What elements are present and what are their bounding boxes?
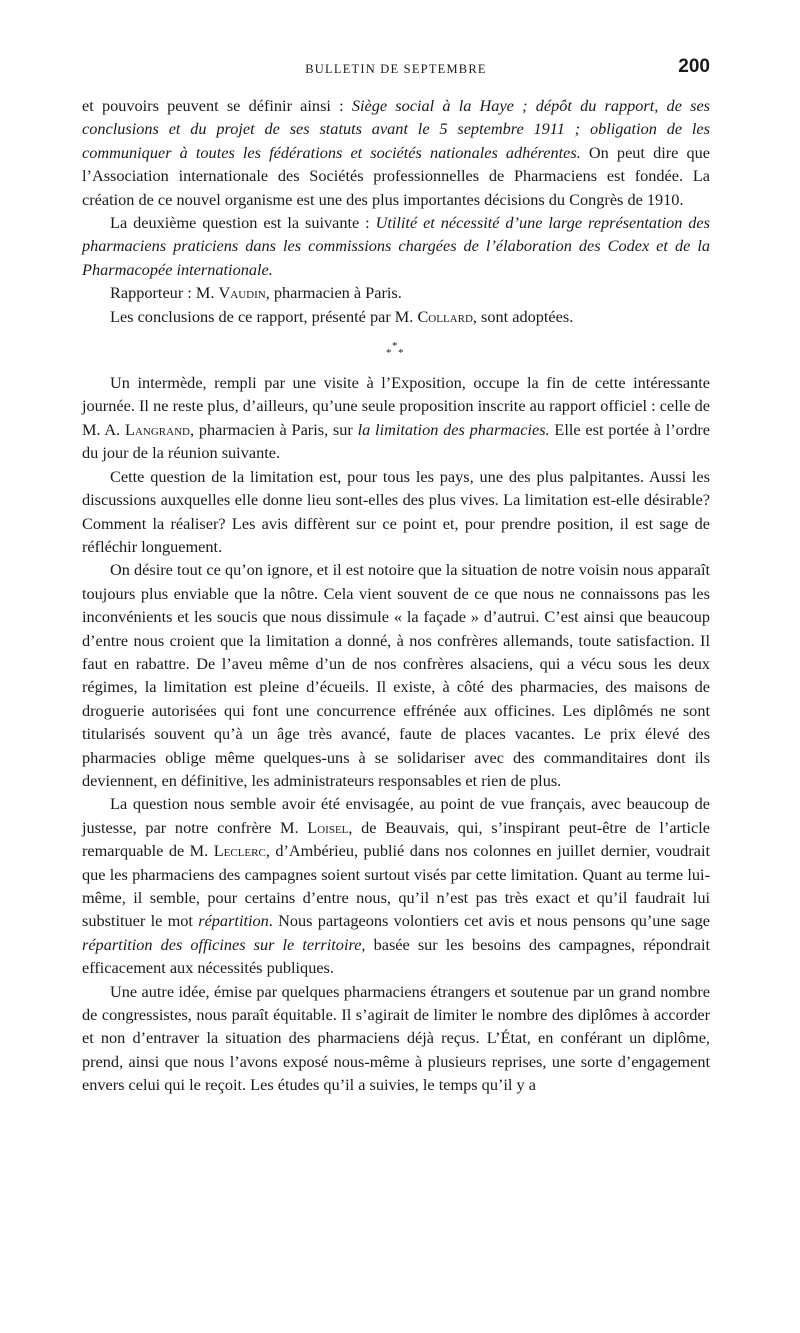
paragraph-2 — [82, 211, 710, 281]
paragraph-1-italic: Siège social à la Haye ; dépôt du rapport, de ses conclusions et du projet de ses statuts avant le 5 septembre 1911 ; obligation de les communiquer à toutes les fédérations et sociétés nationales adhérentes. — [82, 96, 711, 162]
paragraph-8-text-d: . Nous partageons volontiers cet avis et nous pensons qu’une sage — [268, 911, 710, 931]
paragraph-7: On désire tout ce qu’on ignore, et il est notoire que la situation de notre voisin nous apparaît toujours plus enviable que la nôtre. Cela vient souvent de ce que nous ne connaissons pas les inconvénients et les soucis que nous dissimule « la façade » d’autrui. C’est ainsi que beaucoup d’entre nous croient que la limitation a donné, à nos confrères allemands, toute satisfaction. Il faut en rabattre. De l’aveu même d’un de nos confrères alsaciens, qui a vécu sous les deux régimes, la limitation est pleine d’écueils. Il existe, à côté des pharmacies, des maisons de droguerie autorisées qui font une concurrence effrénée aux officines. Les diplômés ne sont titularisés souvent qu’à un âge très avancé, faute de places vacantes. Le prix élevé des pharmacies oblige même quelques-uns à se solidariser avec des commanditaires dont ils deviennent, en définitive, les administrateurs responsables et rien de plus. — [82, 560, 710, 790]
paragraph-8-italic-a: répartition — [198, 911, 269, 931]
paragraph-8-name-a: Loisel — [307, 817, 349, 837]
paragraph-8-text-e: basée sur les besoins des campagnes, répondrait efficacement aux nécessités publiques. — [82, 934, 711, 978]
paragraph-3 — [82, 281, 710, 304]
paragraph-9: Une autre idée, émise par quelques pharmaciens étrangers et soutenue par un grand nombre de congressistes, nous paraît équitable. Il s’agirait de limiter le nombre des diplômes à accorder et non d’entraver la situation des pharmaciens déjà reçus. L’État, en conférant un diplôme, prend, ainsi que nous l’avons exposé nous-même à plusieurs reprises, une sorte d’engagement envers celui qui le reçoit. Les études qu’il a suivies, le temps qu’il y a — [82, 981, 710, 1095]
paragraph-4-text-b: , sont adoptées. — [472, 306, 574, 326]
paragraph-4-text-a: Les conclusions de ce rapport, présenté par M. — [110, 306, 418, 326]
separator-star-top: * — [392, 340, 398, 353]
paragraph-3-text-b: , pharmacien à Paris. — [265, 283, 402, 303]
paragraph-8 — [82, 792, 710, 979]
paragraph-8-text-a: La question nous semble avoir été envisagée, au point de vue français, avec beaucoup de justesse, par notre confrère M. — [82, 794, 710, 837]
paragraph-4-name: Collard — [417, 306, 473, 326]
paragraph-5 — [82, 371, 710, 465]
paragraph-8-text-b: , de Beauvais, qui, s’inspirant peut-être de l’article remarquable de M. — [82, 817, 710, 861]
separator-star-right: * — [398, 347, 404, 360]
running-title: BULLETIN DE SEPTEMBRE — [305, 62, 487, 76]
paragraph-8-italic-b: répartition des officines sur le territoire, — [82, 934, 366, 954]
page — [82, 0, 710, 1333]
body-text — [82, 94, 710, 1097]
paragraph-3-name: Vaudin — [218, 283, 266, 303]
page-header — [82, 56, 710, 82]
paragraph-6: Cette question de la limitation est, pour tous les pays, une des plus palpitantes. Aussi les discussions auxquelles elle donne lieu sont-elles des plus vives. La limitation est-elle désirable? Comment la réaliser? Les avis diffèrent sur ce point et, pour prendre position, il est sage de réfléchir longuement. — [82, 466, 710, 556]
page-number: 200 — [678, 56, 710, 77]
paragraph-5-text-a: Un intermède, rempli par une visite à l’Exposition, occupe la fin de cette intéressante journée. Il ne reste plus, d’ailleurs, qu’une seule proposition inscrite au rapport officiel : celle de M. A. — [82, 373, 710, 439]
paragraph-5-italic: la limitation des pharmacies. — [357, 419, 550, 439]
paragraph-3-text-a: Rapporteur : M. — [110, 283, 219, 303]
paragraph-1-text-a: et pouvoirs peuvent se définir ainsi : — [82, 96, 352, 115]
paragraph-8-text-c: , d’Ambérieu, publié dans nos colonnes en juillet dernier, voudrait que les pharmaciens des campagnes soient surtout visés par cette limitation. Quant au terme lui-même, il semble, pour certains d’entre nous, qu’il n’est pas très exact et qu’il faudrait lui substituer le mot — [82, 841, 710, 931]
paragraph-2-italic: Utilité et nécessité d’une large représentation des pharmaciens praticiens dans les commissions chargées de l’élaboration des Codex et de la Pharmacopée internationale. — [82, 213, 710, 279]
paragraph-5-text-b: , pharmacien à Paris, sur — [189, 419, 358, 439]
paragraph-1 — [82, 94, 710, 211]
paragraph-1-text-b: On peut dire que l’Association internationale des Sociétés professionnelles de Pharmaciens est fondée. La création de ce nouvel organisme est une des plus importantes décisions du Congrès de 1910. — [82, 142, 710, 209]
paragraph-2-text: La deuxième question est la suivante : — [110, 213, 376, 233]
paragraph-5-name: Langrand — [125, 419, 190, 439]
separator-star-left: * — [386, 347, 392, 360]
paragraph-8-name-b: Leclerc — [213, 841, 266, 861]
paragraph-4 — [82, 305, 710, 328]
paragraph-5-text-c: Elle est portée à l’ordre du jour de la réunion suivante. — [82, 419, 711, 463]
section-separator — [82, 328, 710, 371]
